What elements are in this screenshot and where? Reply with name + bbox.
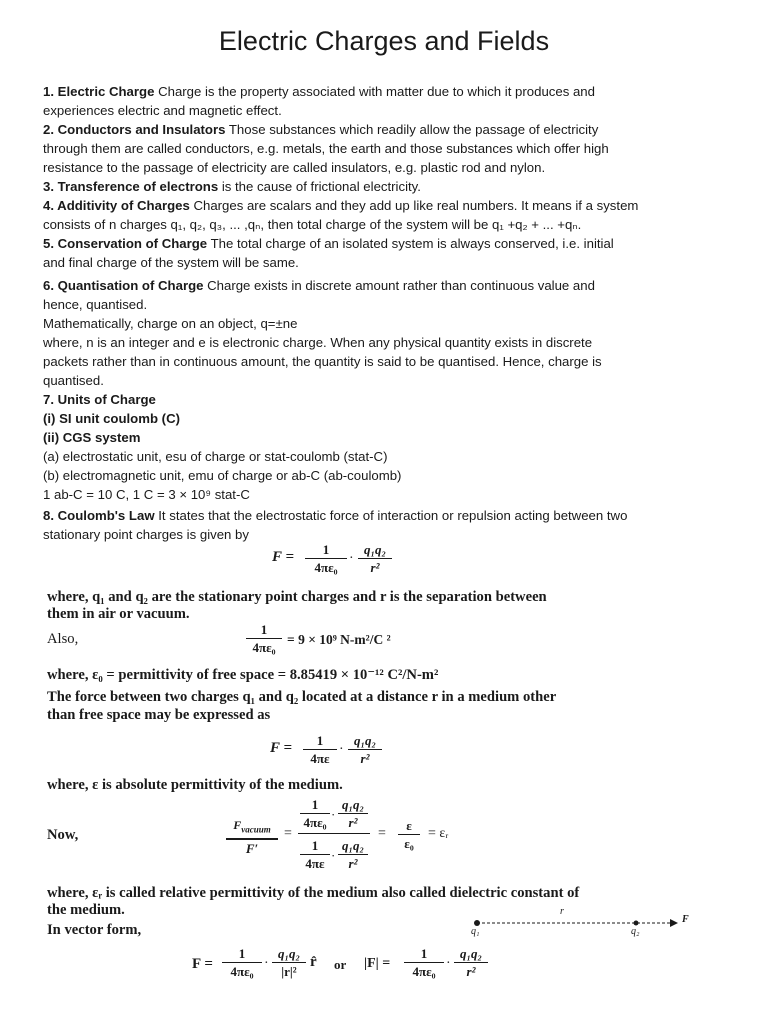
page-title: Electric Charges and Fields	[218, 26, 550, 56]
sec7-emu: (b) electromagnetic unit, emu of charge or ab-C (ab-coulomb)	[43, 468, 402, 483]
sec6-text3: Mathematically, charge on an object, q=±ne	[43, 316, 298, 331]
formula2-lhs: F =	[270, 740, 293, 756]
sec3-heading: 3. Transference of electrons	[43, 179, 219, 194]
sec5-line1	[43, 234, 614, 253]
sec2-text2: through them are called conductors, e.g. metals, the earth and those substances which offer high	[43, 141, 609, 156]
sec2-line1	[43, 120, 598, 139]
vector-frac1	[222, 946, 262, 979]
vector-r-label: r	[560, 906, 564, 917]
sec8-text2: stationary point charges is given by	[43, 527, 249, 542]
sec2-heading: 2. Conductors and Insulators	[43, 122, 226, 137]
formula2-dot: ·	[339, 742, 344, 757]
sec8-heading: 8. Coulomb's Law	[43, 508, 155, 523]
now-label: Now,	[47, 827, 79, 843]
now-fvac: $F_{vacuum}$	[233, 818, 271, 835]
sec1-heading: 1. Electric Charge	[43, 84, 155, 99]
formula1-frac1	[305, 542, 347, 575]
formula2-frac1	[303, 733, 337, 766]
now-frac-force	[226, 818, 278, 856]
formula2-den2: r²	[360, 751, 370, 767]
sec4-line1	[43, 196, 638, 215]
vector-rhat: r̂	[310, 954, 317, 970]
now-top-frac2: q₁q₂ r²	[338, 797, 368, 830]
vector-dot2: ·	[446, 956, 451, 971]
sec5-text2: and final charge of the system will be same.	[43, 255, 299, 270]
now-main-bar	[298, 833, 370, 834]
formula2-den1: 4πε	[310, 751, 330, 767]
force-medium-b: than free space may be expressed as	[47, 707, 271, 723]
sec7-cgs-system: (ii) CGS system	[43, 430, 141, 445]
sec5-heading: 5. Conservation of Charge	[43, 236, 208, 251]
sec6-text6: quantised.	[43, 373, 104, 388]
vector-or: or	[334, 957, 347, 972]
charge-q2-dot	[634, 921, 639, 926]
sec6-heading: 6. Quantisation of Charge	[43, 278, 204, 293]
vector-num4: q₁q₂	[459, 946, 483, 961]
also-num: 1	[260, 622, 268, 637]
vector-q2-label: q₂	[631, 926, 640, 937]
force-arrow-head	[670, 919, 678, 927]
vector-absF: |F| =	[364, 956, 391, 971]
now-fprime: F′	[245, 840, 259, 856]
formula1-den2: r²	[370, 560, 380, 576]
formula1-num2: q₁q₂	[363, 542, 387, 557]
also-label: Also,	[47, 631, 79, 647]
sec7-relation: 1 ab-C = 10 C, 1 C = 3 × 10⁹ stat-C	[43, 487, 250, 502]
sec1-text2: experiences electric and magnetic effect.	[43, 103, 282, 118]
now-epsr: = εᵣ	[428, 826, 449, 841]
where-eps0: where, ε₀ = permittivity of free space = 8.85419 × 10⁻¹² C²/N-m²	[47, 667, 439, 683]
where-q1-q2-a: where, q₁ and q₂ are the stationary point charges and r is the separation between	[47, 589, 547, 605]
vector-den1: 4πε₀	[230, 964, 254, 980]
sec7-heading: 7. Units of Charge	[43, 392, 156, 407]
now-eq1: =	[284, 826, 292, 841]
formula2-frac2	[348, 733, 382, 766]
sec4-text2: consists of n charges q₁, q₂, q₃, ... ,qₙ, then total charge of the system will be q₁ +q₂ + ... +qₙ.	[43, 217, 582, 232]
vector-frac2	[272, 946, 306, 979]
vector-dot1: ·	[264, 956, 269, 971]
sec1-text1: Charge is the property associated with matter due to which it produces and	[154, 84, 595, 99]
sec2-text1: Those substances which readily allow the passage of electricity	[225, 122, 599, 137]
sec4-heading: 4. Additivity of Charges	[43, 198, 190, 213]
formula1-num1: 1	[322, 542, 330, 557]
vector-frac4	[454, 946, 488, 979]
sec2-text3: resistance to the passage of electricity are called insulators, e.g. plastic rod and nylon.	[43, 160, 546, 175]
formula1-lhs: F =	[272, 549, 295, 565]
vector-den4: r²	[466, 964, 476, 980]
also-frac	[246, 622, 282, 655]
vector-F-label: F	[682, 914, 689, 925]
vector-den3: 4πε₀	[412, 964, 436, 980]
formula1-den1: 4πε₀	[314, 560, 338, 576]
force-medium-a: The force between two charges q₁ and q₂ located at a distance r in a medium other	[47, 689, 557, 705]
now-compound-fraction: 1 4πε₀ · q₁q₂ r² 1 4πε · q₁q₂ r²	[298, 797, 370, 879]
sec6-text1: Charge exists in discrete amount rather than continuous value and	[203, 278, 595, 293]
formula1-dot: ·	[349, 551, 354, 566]
vector-frac3	[404, 946, 444, 979]
now-bot-frac1: 1 4πε	[300, 838, 330, 871]
sec3-text1: is the cause of frictional electricity.	[218, 179, 421, 194]
sec1-line1	[43, 82, 595, 101]
where-q1-q2-b: them in air or vacuum.	[47, 606, 190, 622]
now-top-frac1: 1 4πε₀	[300, 797, 330, 830]
now-eq2: =	[378, 826, 386, 841]
also-value: = 9 × 10⁹ N-m²/C ²	[287, 632, 391, 647]
now-eps0: ε₀	[404, 836, 414, 852]
sec7-si-unit: (i) SI unit coulomb (C)	[43, 411, 180, 426]
sec6-text5: packets rather than in continuous amount, the quantity is said to be quantised. Hence, charge is	[43, 354, 602, 369]
formula2-num1: 1	[316, 733, 324, 748]
vector-num3: 1	[420, 946, 428, 961]
sec3-line1	[43, 177, 421, 196]
formula1-frac2	[358, 542, 392, 575]
sec6-text2: hence, quantised.	[43, 297, 148, 312]
vector-diagram	[460, 906, 700, 942]
where-eps: where, ε is absolute permittivity of the medium.	[47, 777, 343, 793]
sec6-text4: where, n is an integer and e is electronic charge. When any physical quantity exists in discrete	[43, 335, 593, 350]
vector-den2: |r|²	[281, 964, 297, 980]
vector-q1-label: q₁	[471, 926, 480, 937]
vector-formula-lhs: F =	[192, 956, 213, 972]
vector-num1: 1	[238, 946, 246, 961]
also-den: 4πε₀	[252, 640, 276, 656]
now-bot-frac2: q₁q₂ r²	[338, 838, 368, 871]
formula2-num2: q₁q₂	[353, 733, 377, 748]
sec8-text1: It states that the electrostatic force of interaction or repulsion acting between two	[154, 508, 628, 523]
where-epsr-b: the medium.	[47, 902, 125, 918]
sec8-line1	[43, 506, 627, 525]
sec5-text1: The total charge of an isolated system is always conserved, i.e. initial	[207, 236, 614, 251]
now-eps-frac	[398, 818, 420, 851]
sec6-line1	[43, 276, 595, 295]
sec4-text1: Charges are scalars and they add up like real numbers. It means if a system	[189, 198, 639, 213]
vector-form-label: In vector form,	[47, 922, 142, 938]
vector-num2: q₁q₂	[277, 946, 301, 961]
now-eps: ε	[406, 818, 412, 833]
where-epsr-a: where, εᵣ is called relative permittivity of the medium also called dielectric constant of	[47, 885, 580, 901]
sec7-esu: (a) electrostatic unit, esu of charge or stat-coulomb (stat-C)	[43, 449, 388, 464]
